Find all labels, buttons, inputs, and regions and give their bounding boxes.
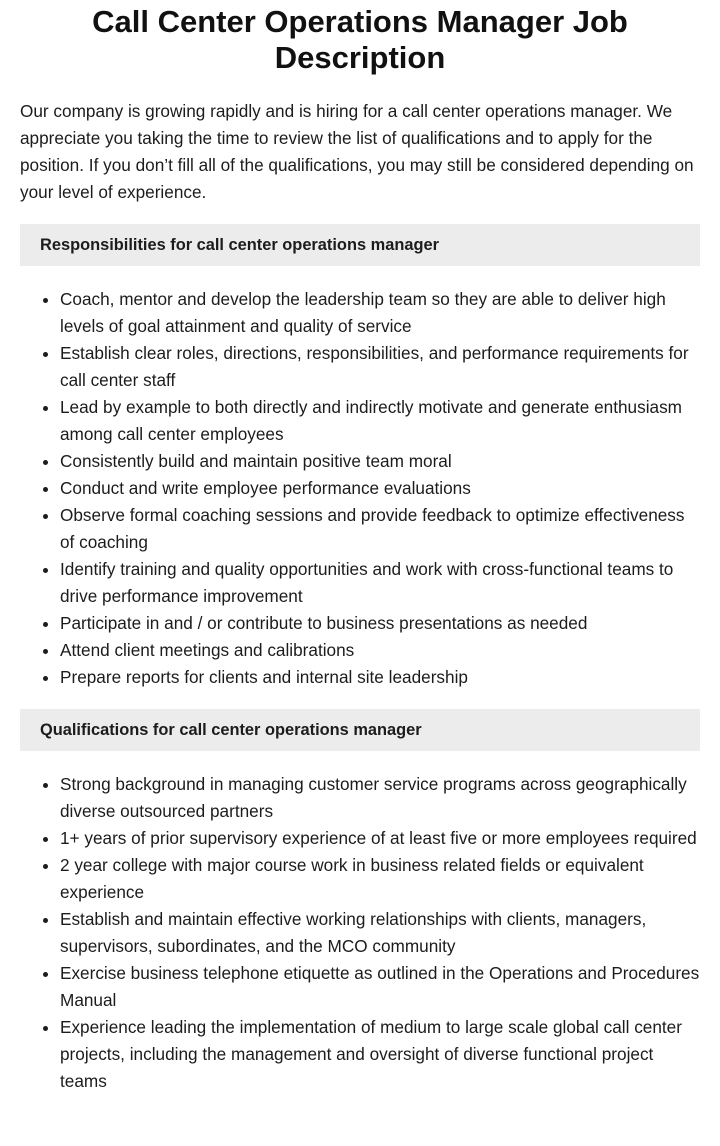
list-item: • Establish clear roles, directions, responsibilities, and performance requirements for call center staff — [60, 340, 700, 394]
list-item: • Participate in and / or contribute to business presentations as needed — [60, 610, 700, 637]
list-item: • Prepare reports for clients and internal site leadership — [60, 664, 700, 691]
qualifications-heading: Qualifications for call center operations manager — [20, 709, 700, 751]
list-item: • Coach, mentor and develop the leadership team so they are able to deliver high levels of goal attainment and quality of service — [60, 286, 700, 340]
list-item: • Consistently build and maintain positive team moral — [60, 448, 700, 475]
list-item: • Lead by example to both directly and indirectly motivate and generate enthusiasm among call center employees — [60, 394, 700, 448]
intro-paragraph: Our company is growing rapidly and is hiring for a call center operations manager. We appreciate you taking the time to review the list of qualifications and to apply for the position. If you don’t fill all of the qualifications, you may still be considered depending on your level of experience. — [20, 101, 694, 202]
responsibilities-heading: Responsibilities for call center operations manager — [20, 224, 700, 266]
list-item: • Strong background in managing customer service programs across geographically diverse outsourced partners — [60, 771, 700, 825]
list-item: • Identify training and quality opportunities and work with cross-functional teams to drive performance improvement — [60, 556, 700, 610]
list-item: • 2 year college with major course work in business related fields or equivalent experience — [60, 852, 700, 906]
list-item: • Experience leading the implementation of medium to large scale global call center projects, including the management and oversight of diverse functional project teams — [60, 1014, 700, 1095]
list-item: • Establish and maintain effective working relationships with clients, managers, supervisors, subordinates, and the MCO community — [60, 906, 700, 960]
list-item: • Conduct and write employee performance evaluations — [60, 475, 700, 502]
list-item: • Observe formal coaching sessions and provide feedback to optimize effectiveness of coaching — [60, 502, 700, 556]
list-item: • 1+ years of prior supervisory experience of at least five or more employees required — [60, 825, 700, 852]
responsibilities-list — [20, 286, 700, 691]
page-title: Call Center Operations Manager Job Description — [92, 4, 628, 75]
list-item: • Attend client meetings and calibrations — [60, 637, 700, 664]
qualifications-list — [20, 771, 700, 1095]
list-item: • Exercise business telephone etiquette as outlined in the Operations and Procedures Manual — [60, 960, 700, 1014]
